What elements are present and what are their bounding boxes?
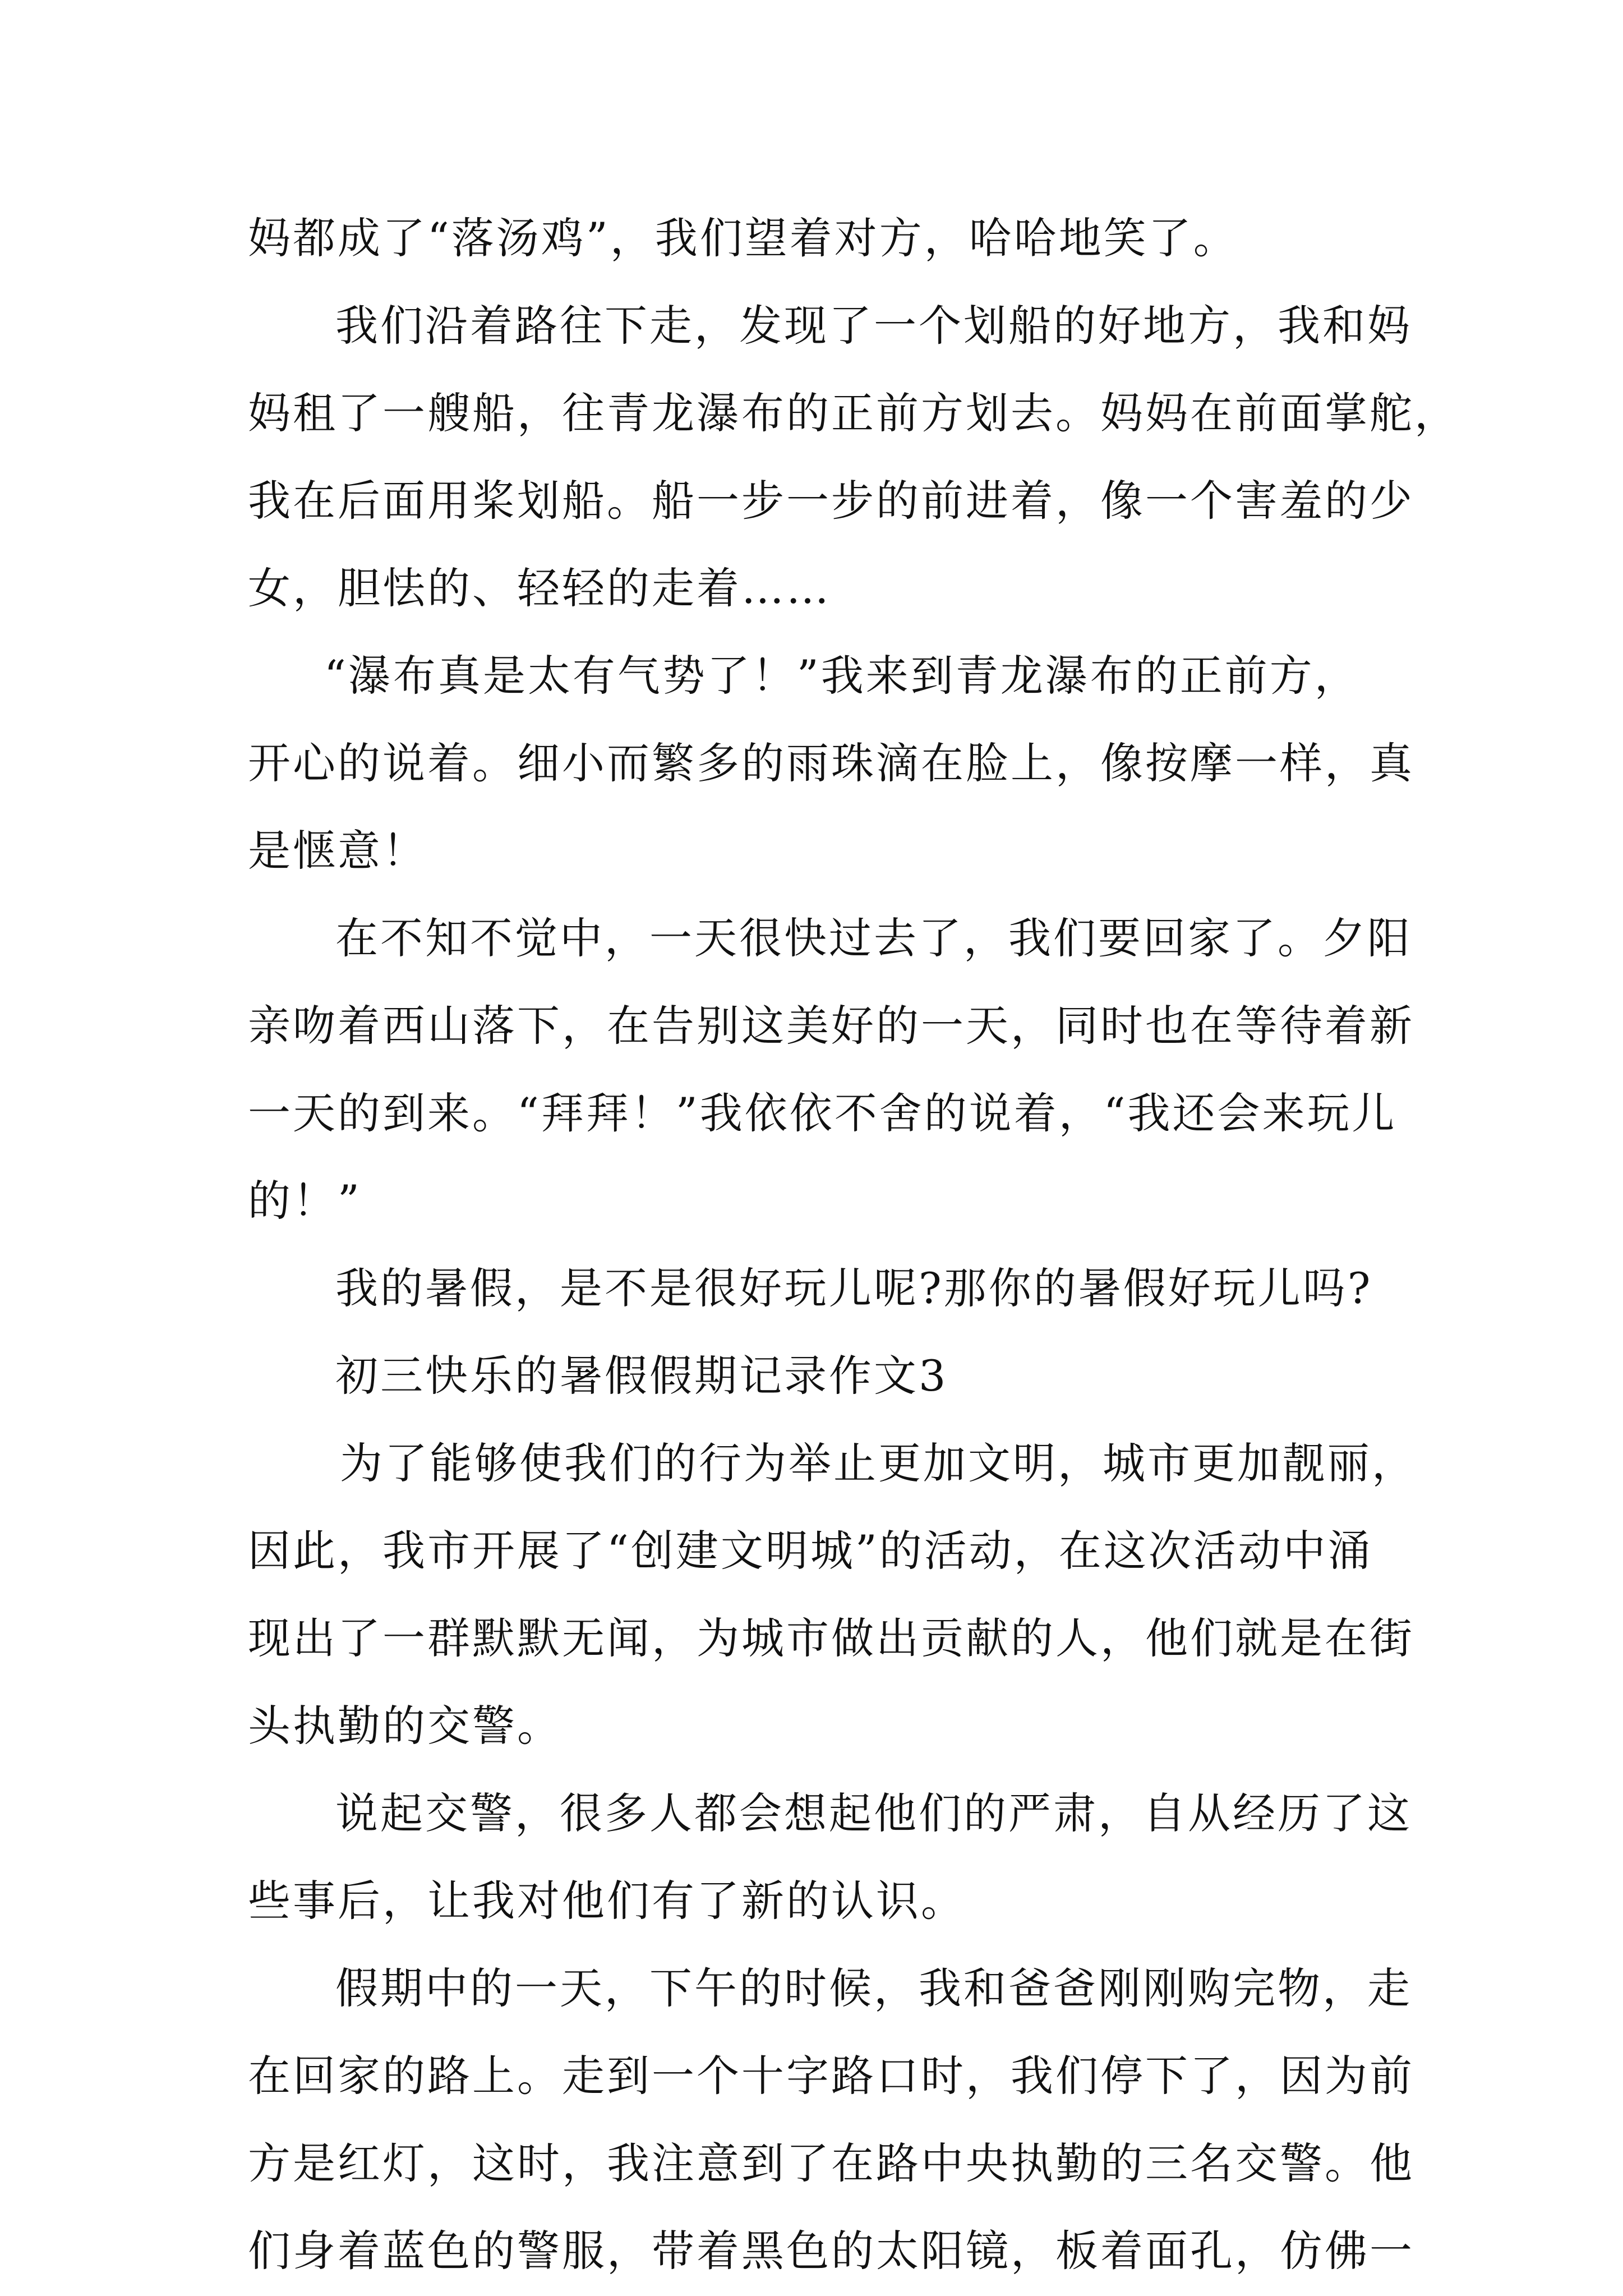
text-line: 方是红灯，这时，我注意到了在路中央执勤的三名交警。他 xyxy=(248,2138,1414,2188)
text-line: 说起交警，很多人都会想起他们的严肃，自从经历了这 xyxy=(335,1788,1412,1838)
text-line: 因此，我市开展了“创建文明城”的活动，在这次活动中涌 xyxy=(248,1526,1373,1576)
text-line: 们身着蓝色的警服，带着黑色的太阳镜，板着面孔，仿佛一 xyxy=(248,2226,1414,2276)
text-line: 初三快乐的暑假假期记录作文3 xyxy=(335,1351,948,1401)
text-line: 女，胆怯的、轻轻的走着…… xyxy=(248,563,831,613)
text-line: “瀑布真是太有气势了！”我来到青龙瀑布的正前方， xyxy=(324,651,1359,701)
text-line: 为了能够使我们的行为举止更加文明，城市更加靓丽， xyxy=(340,1438,1417,1488)
text-line: 妈都成了“落汤鸡”，我们望着对方，哈哈地笑了。 xyxy=(248,213,1238,263)
text-line: 我们沿着路往下走，发现了一个划船的好地方，我和妈 xyxy=(335,301,1412,351)
text-line: 的！” xyxy=(248,1176,362,1226)
text-line: 我在后面用桨划船。船一步一步的前进着，像一个害羞的少 xyxy=(248,476,1414,526)
text-line: 妈租了一艘船，往青龙瀑布的正前方划去。妈妈在前面掌舵， xyxy=(248,388,1459,438)
text-line: 一天的到来。“拜拜！”我依依不舍的说着，“我还会来玩儿 xyxy=(248,1088,1397,1138)
text-line: 些事后，让我对他们有了新的认识。 xyxy=(248,1876,966,1926)
text-line: 亲吻着西山落下，在告别这美好的一天，同时也在等待着新 xyxy=(248,1001,1414,1051)
text-line: 头执勤的交警。 xyxy=(248,1701,562,1751)
text-line: 我的暑假，是不是很好玩儿呢?那你的暑假好玩儿吗? xyxy=(335,1263,1373,1313)
text-line: 在回家的路上。走到一个十字路口时，我们停下了，因为前 xyxy=(248,2051,1414,2101)
text-line: 是惬意！ xyxy=(248,826,427,876)
text-line: 在不知不觉中，一天很快过去了，我们要回家了。夕阳 xyxy=(335,913,1412,963)
text-line: 现出了一群默默无闻，为城市做出贡献的人，他们就是在街 xyxy=(248,1613,1414,1663)
text-line: 假期中的一天，下午的时候，我和爸爸刚刚购完物，走 xyxy=(335,1963,1412,2013)
text-line: 开心的说着。细小而繁多的雨珠滴在脸上，像按摩一样，真 xyxy=(248,738,1414,788)
